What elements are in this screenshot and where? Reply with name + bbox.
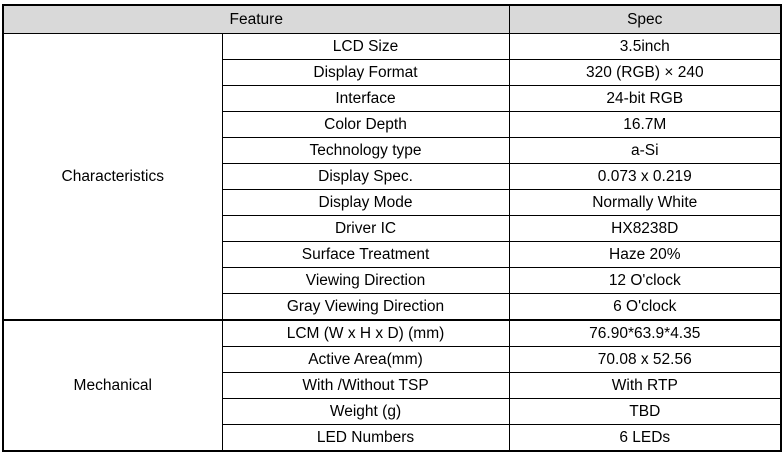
spec-value: 70.08 x 52.56 (509, 347, 781, 373)
feature-label: Technology type (222, 138, 509, 164)
table-body (3, 34, 781, 452)
table-row (3, 34, 781, 60)
spec-value: 12 O'clock (509, 268, 781, 294)
feature-label: Weight (g) (222, 399, 509, 425)
feature-label: Driver IC (222, 216, 509, 242)
spec-value: 320 (RGB) × 240 (509, 60, 781, 86)
feature-label: LCM (W x H x D) (mm) (222, 320, 509, 347)
feature-label: Viewing Direction (222, 268, 509, 294)
spec-value: 6 O'clock (509, 294, 781, 321)
column-header-spec: Spec (509, 5, 781, 34)
feature-label: LED Numbers (222, 425, 509, 452)
spec-value: 76.90*63.9*4.35 (509, 320, 781, 347)
feature-label: Display Mode (222, 190, 509, 216)
spec-value: With RTP (509, 373, 781, 399)
feature-label: LCD Size (222, 34, 509, 60)
spec-value: TBD (509, 399, 781, 425)
spec-value: a-Si (509, 138, 781, 164)
spec-value: 16.7M (509, 112, 781, 138)
feature-label: Gray Viewing Direction (222, 294, 509, 321)
spec-value: 6 LEDs (509, 425, 781, 452)
header-row (3, 5, 781, 34)
group-label: Characteristics (3, 34, 222, 321)
feature-label: Surface Treatment (222, 242, 509, 268)
group-label: Mechanical (3, 320, 222, 451)
spec-value: Normally White (509, 190, 781, 216)
feature-label: Active Area(mm) (222, 347, 509, 373)
spec-value: HX8238D (509, 216, 781, 242)
spec-value: 0.073 x 0.219 (509, 164, 781, 190)
feature-label: Interface (222, 86, 509, 112)
spec-value: Haze 20% (509, 242, 781, 268)
feature-label: Display Spec. (222, 164, 509, 190)
spec-value: 3.5inch (509, 34, 781, 60)
table-header (3, 5, 781, 34)
feature-label: Display Format (222, 60, 509, 86)
table-row (3, 320, 781, 347)
feature-label: With /Without TSP (222, 373, 509, 399)
column-header-feature: Feature (3, 5, 509, 34)
feature-label: Color Depth (222, 112, 509, 138)
spec-value: 24-bit RGB (509, 86, 781, 112)
specification-table (2, 4, 782, 452)
